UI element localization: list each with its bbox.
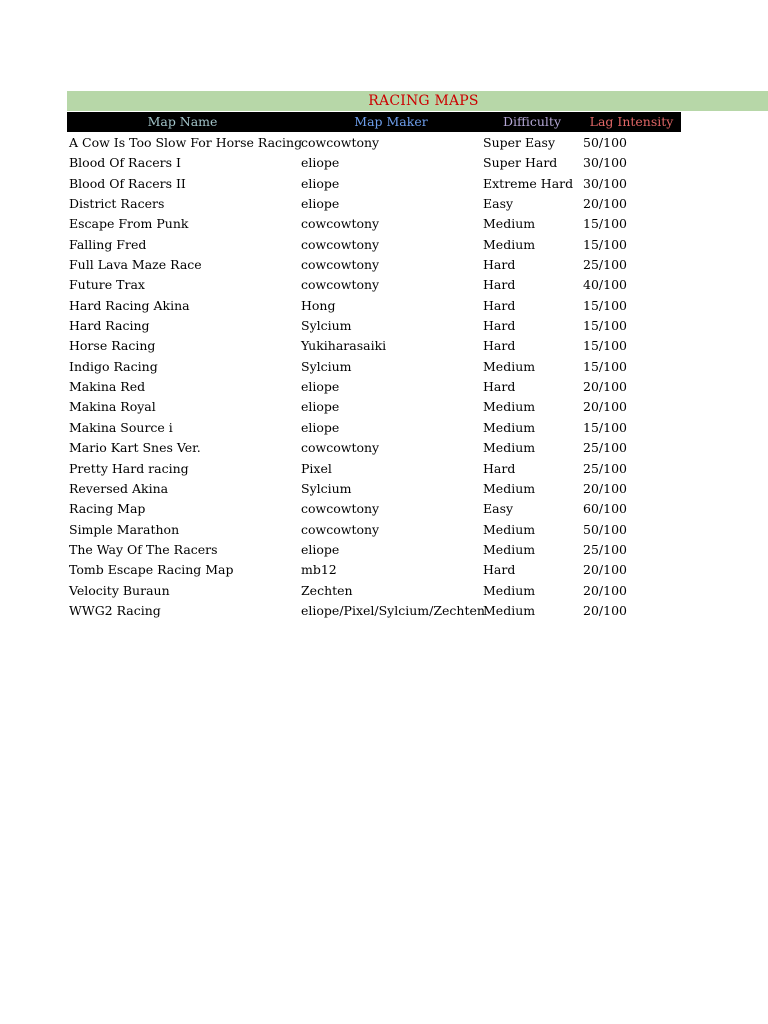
cell-map-name: Racing Map [69, 501, 146, 517]
cell-map-maker: eliope [301, 196, 340, 212]
cell-map-name: Escape From Punk [69, 216, 189, 232]
cell-map-name: Pretty Hard racing [69, 460, 189, 476]
table-header-row [67, 112, 681, 132]
cell-map-name: Horse Racing [69, 338, 156, 354]
cell-difficulty: Hard [483, 460, 516, 476]
cell-map-maker: Pixel [301, 460, 332, 476]
cell-map-name: Blood Of Racers II [69, 175, 186, 191]
cell-lag-intensity: 20/100 [583, 602, 627, 618]
cell-map-maker: cowcowtony [301, 236, 380, 252]
cell-map-maker: Hong [301, 297, 336, 313]
cell-map-name: Makina Royal [69, 399, 156, 415]
cell-map-name: Hard Racing Akina [69, 297, 190, 313]
cell-map-name: Simple Marathon [69, 521, 180, 537]
sheet-title-bar [67, 91, 768, 111]
cell-difficulty: Super Hard [483, 155, 558, 171]
cell-map-name: Velocity Buraun [69, 582, 170, 598]
cell-map-maker: cowcowtony [301, 501, 380, 517]
cell-map-name: Falling Fred [69, 236, 147, 252]
cell-map-maker: Sylcium [301, 480, 352, 496]
cell-map-name: Hard Racing [69, 318, 150, 334]
cell-map-maker: eliope [301, 399, 340, 415]
cell-lag-intensity: 15/100 [583, 358, 627, 374]
cell-difficulty: Medium [483, 582, 536, 598]
cell-lag-intensity: 20/100 [583, 399, 627, 415]
cell-map-maker: Yukiharasaiki [301, 338, 387, 354]
cell-map-name: Blood Of Racers I [69, 155, 181, 171]
header-difficulty: Difficulty [502, 114, 562, 129]
cell-lag-intensity: 15/100 [583, 216, 627, 232]
cell-lag-intensity: 30/100 [583, 175, 627, 191]
cell-lag-intensity: 15/100 [583, 236, 627, 252]
cell-difficulty: Medium [483, 358, 536, 374]
cell-lag-intensity: 15/100 [583, 419, 627, 435]
cell-difficulty: Medium [483, 480, 536, 496]
cell-difficulty: Hard [483, 277, 516, 293]
cell-difficulty: Hard [483, 257, 516, 273]
cell-map-maker: cowcowtony [301, 135, 380, 150]
cell-map-maker: Zechten [301, 582, 353, 598]
header-map-maker: Map Maker [354, 114, 428, 129]
cell-difficulty: Hard [483, 297, 516, 313]
cell-lag-intensity: 40/100 [583, 277, 627, 293]
cell-map-name: Future Trax [69, 277, 145, 293]
cell-difficulty: Medium [483, 602, 536, 618]
cell-difficulty: Medium [483, 541, 536, 557]
cell-map-maker: Sylcium [301, 318, 352, 334]
cell-lag-intensity: 30/100 [583, 155, 627, 171]
cell-map-name: Makina Source i [69, 419, 173, 435]
cell-difficulty: Hard [483, 562, 516, 578]
cell-map-name: WWG2 Racing [69, 602, 161, 618]
cell-map-name: Tomb Escape Racing Map [69, 562, 234, 578]
cell-difficulty: Extreme Hard [483, 175, 574, 191]
cell-map-maker: eliope [301, 419, 340, 435]
cell-lag-intensity: 25/100 [583, 460, 627, 476]
cell-map-maker: cowcowtony [301, 521, 380, 537]
cell-difficulty: Medium [483, 440, 536, 456]
cell-difficulty: Hard [483, 379, 516, 395]
cell-map-maker: cowcowtony [301, 277, 380, 293]
cell-difficulty: Super Easy [483, 135, 556, 150]
cell-map-maker: cowcowtony [301, 216, 380, 232]
cell-map-maker: cowcowtony [301, 440, 380, 456]
header-map-name: Map Name [147, 114, 218, 129]
cell-map-name: Makina Red [69, 379, 146, 395]
cell-difficulty: Medium [483, 236, 536, 252]
sheet-title: RACING MAPS [368, 93, 479, 109]
cell-map-maker: Sylcium [301, 358, 352, 374]
cell-lag-intensity: 50/100 [583, 135, 627, 150]
cell-lag-intensity: 20/100 [583, 379, 627, 395]
header-lag-intensity: Lag Intensity [589, 114, 674, 129]
cell-map-maker: eliope [301, 379, 340, 395]
cell-lag-intensity: 20/100 [583, 582, 627, 598]
cell-difficulty: Easy [483, 196, 514, 212]
cell-map-name: A Cow Is Too Slow For Horse Racing [69, 135, 303, 150]
cell-map-name: Full Lava Maze Race [69, 257, 202, 273]
cell-lag-intensity: 15/100 [583, 318, 627, 334]
cell-lag-intensity: 25/100 [583, 440, 627, 456]
cell-map-maker: eliope [301, 175, 340, 191]
cell-difficulty: Easy [483, 501, 514, 517]
cell-map-name: District Racers [69, 196, 165, 212]
cell-lag-intensity: 60/100 [583, 501, 627, 517]
cell-lag-intensity: 25/100 [583, 541, 627, 557]
cell-map-name: The Way Of The Racers [69, 541, 218, 557]
cell-map-maker: eliope/Pixel/Sylcium/Zechten [301, 602, 485, 618]
cell-difficulty: Hard [483, 338, 516, 354]
cell-lag-intensity: 20/100 [583, 562, 627, 578]
cell-lag-intensity: 20/100 [583, 196, 627, 212]
cell-lag-intensity: 15/100 [583, 297, 627, 313]
cell-map-maker: eliope [301, 155, 340, 171]
cell-difficulty: Medium [483, 216, 536, 232]
cell-lag-intensity: 25/100 [583, 257, 627, 273]
cell-difficulty: Medium [483, 399, 536, 415]
cell-difficulty: Hard [483, 318, 516, 334]
cell-map-name: Mario Kart Snes Ver. [69, 440, 201, 456]
cell-map-name: Indigo Racing [69, 358, 158, 374]
cell-difficulty: Medium [483, 521, 536, 537]
cell-map-maker: mb12 [301, 562, 337, 578]
cell-map-maker: cowcowtony [301, 257, 380, 273]
cell-difficulty: Medium [483, 419, 536, 435]
cell-map-maker: eliope [301, 541, 340, 557]
cell-lag-intensity: 15/100 [583, 338, 627, 354]
cell-lag-intensity: 20/100 [583, 480, 627, 496]
cell-lag-intensity: 50/100 [583, 521, 627, 537]
cell-map-name: Reversed Akina [69, 480, 169, 496]
